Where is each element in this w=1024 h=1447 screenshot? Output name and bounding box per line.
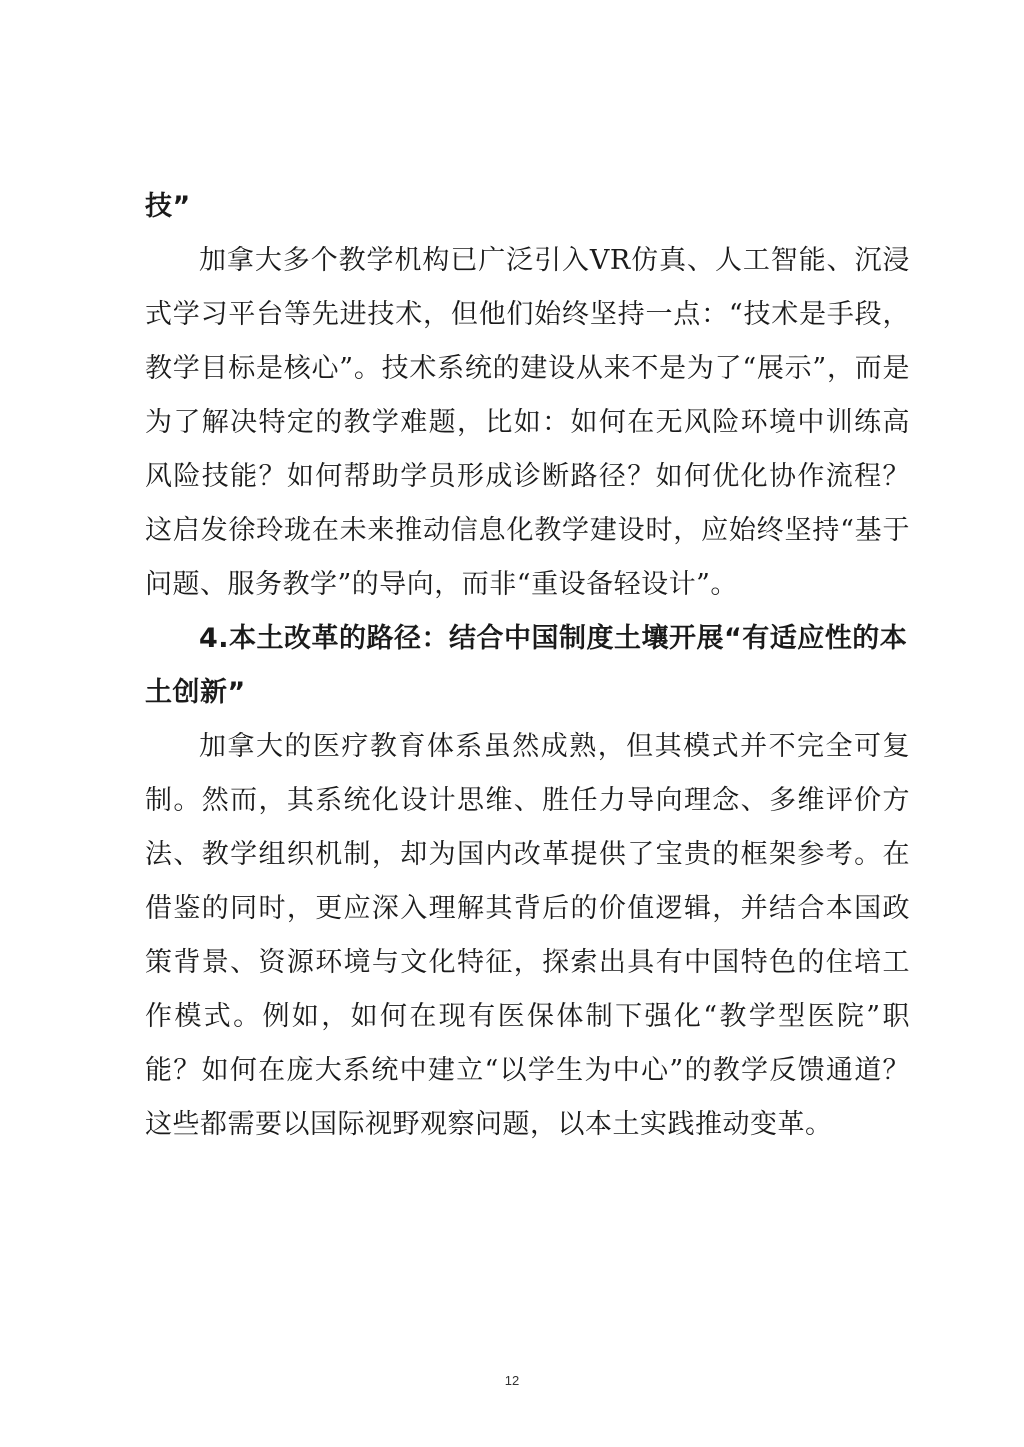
paragraph-local-reform: 加拿大的医疗教育体系虽然成熟，但其模式并不完全可复制。然而，其系统化设计思维、胜任力导向理念、多维评价方法、教学组织机制，却为国内改革提供了宝贵的框架参考。在借鉴的同时，更应深入理解其背后的价值逻辑，并结合本国政策背景、资源环境与文化特征，探索出具有中国特色的住培工作模式。例如，如何在现有医保体制下强化“教学型医院”职能？如何在庞大系统中建立“以学生为中心”的教学反馈通道？这些都需要以国际视野观察问题，以本土实践推动变革。 [145, 731, 910, 1140]
document-body [145, 180, 910, 1152]
page-number: 12 [504, 1373, 520, 1388]
section-heading-continuation: 技” [145, 191, 191, 222]
section-heading-4: 4.本土改革的路径：结合中国制度土壤开展“有适应性的本土创新” [145, 623, 908, 708]
paragraph-technology: 加拿大多个教学机构已广泛引入VR仿真、人工智能、沉浸式学习平台等先进技术，但他们始终坚持一点：“技术是手段，教学目标是核心”。技术系统的建设从来不是为了“展示”，而是为了解决特定的教学难题，比如：如何在无风险环境中训练高风险技能？如何帮助学员形成诊断路径？如何优化协作流程？这启发徐玲珑在未来推动信息化教学建设时，应始终坚持“基于问题、服务教学”的导向，而非“重设备轻设计”。 [145, 245, 910, 600]
